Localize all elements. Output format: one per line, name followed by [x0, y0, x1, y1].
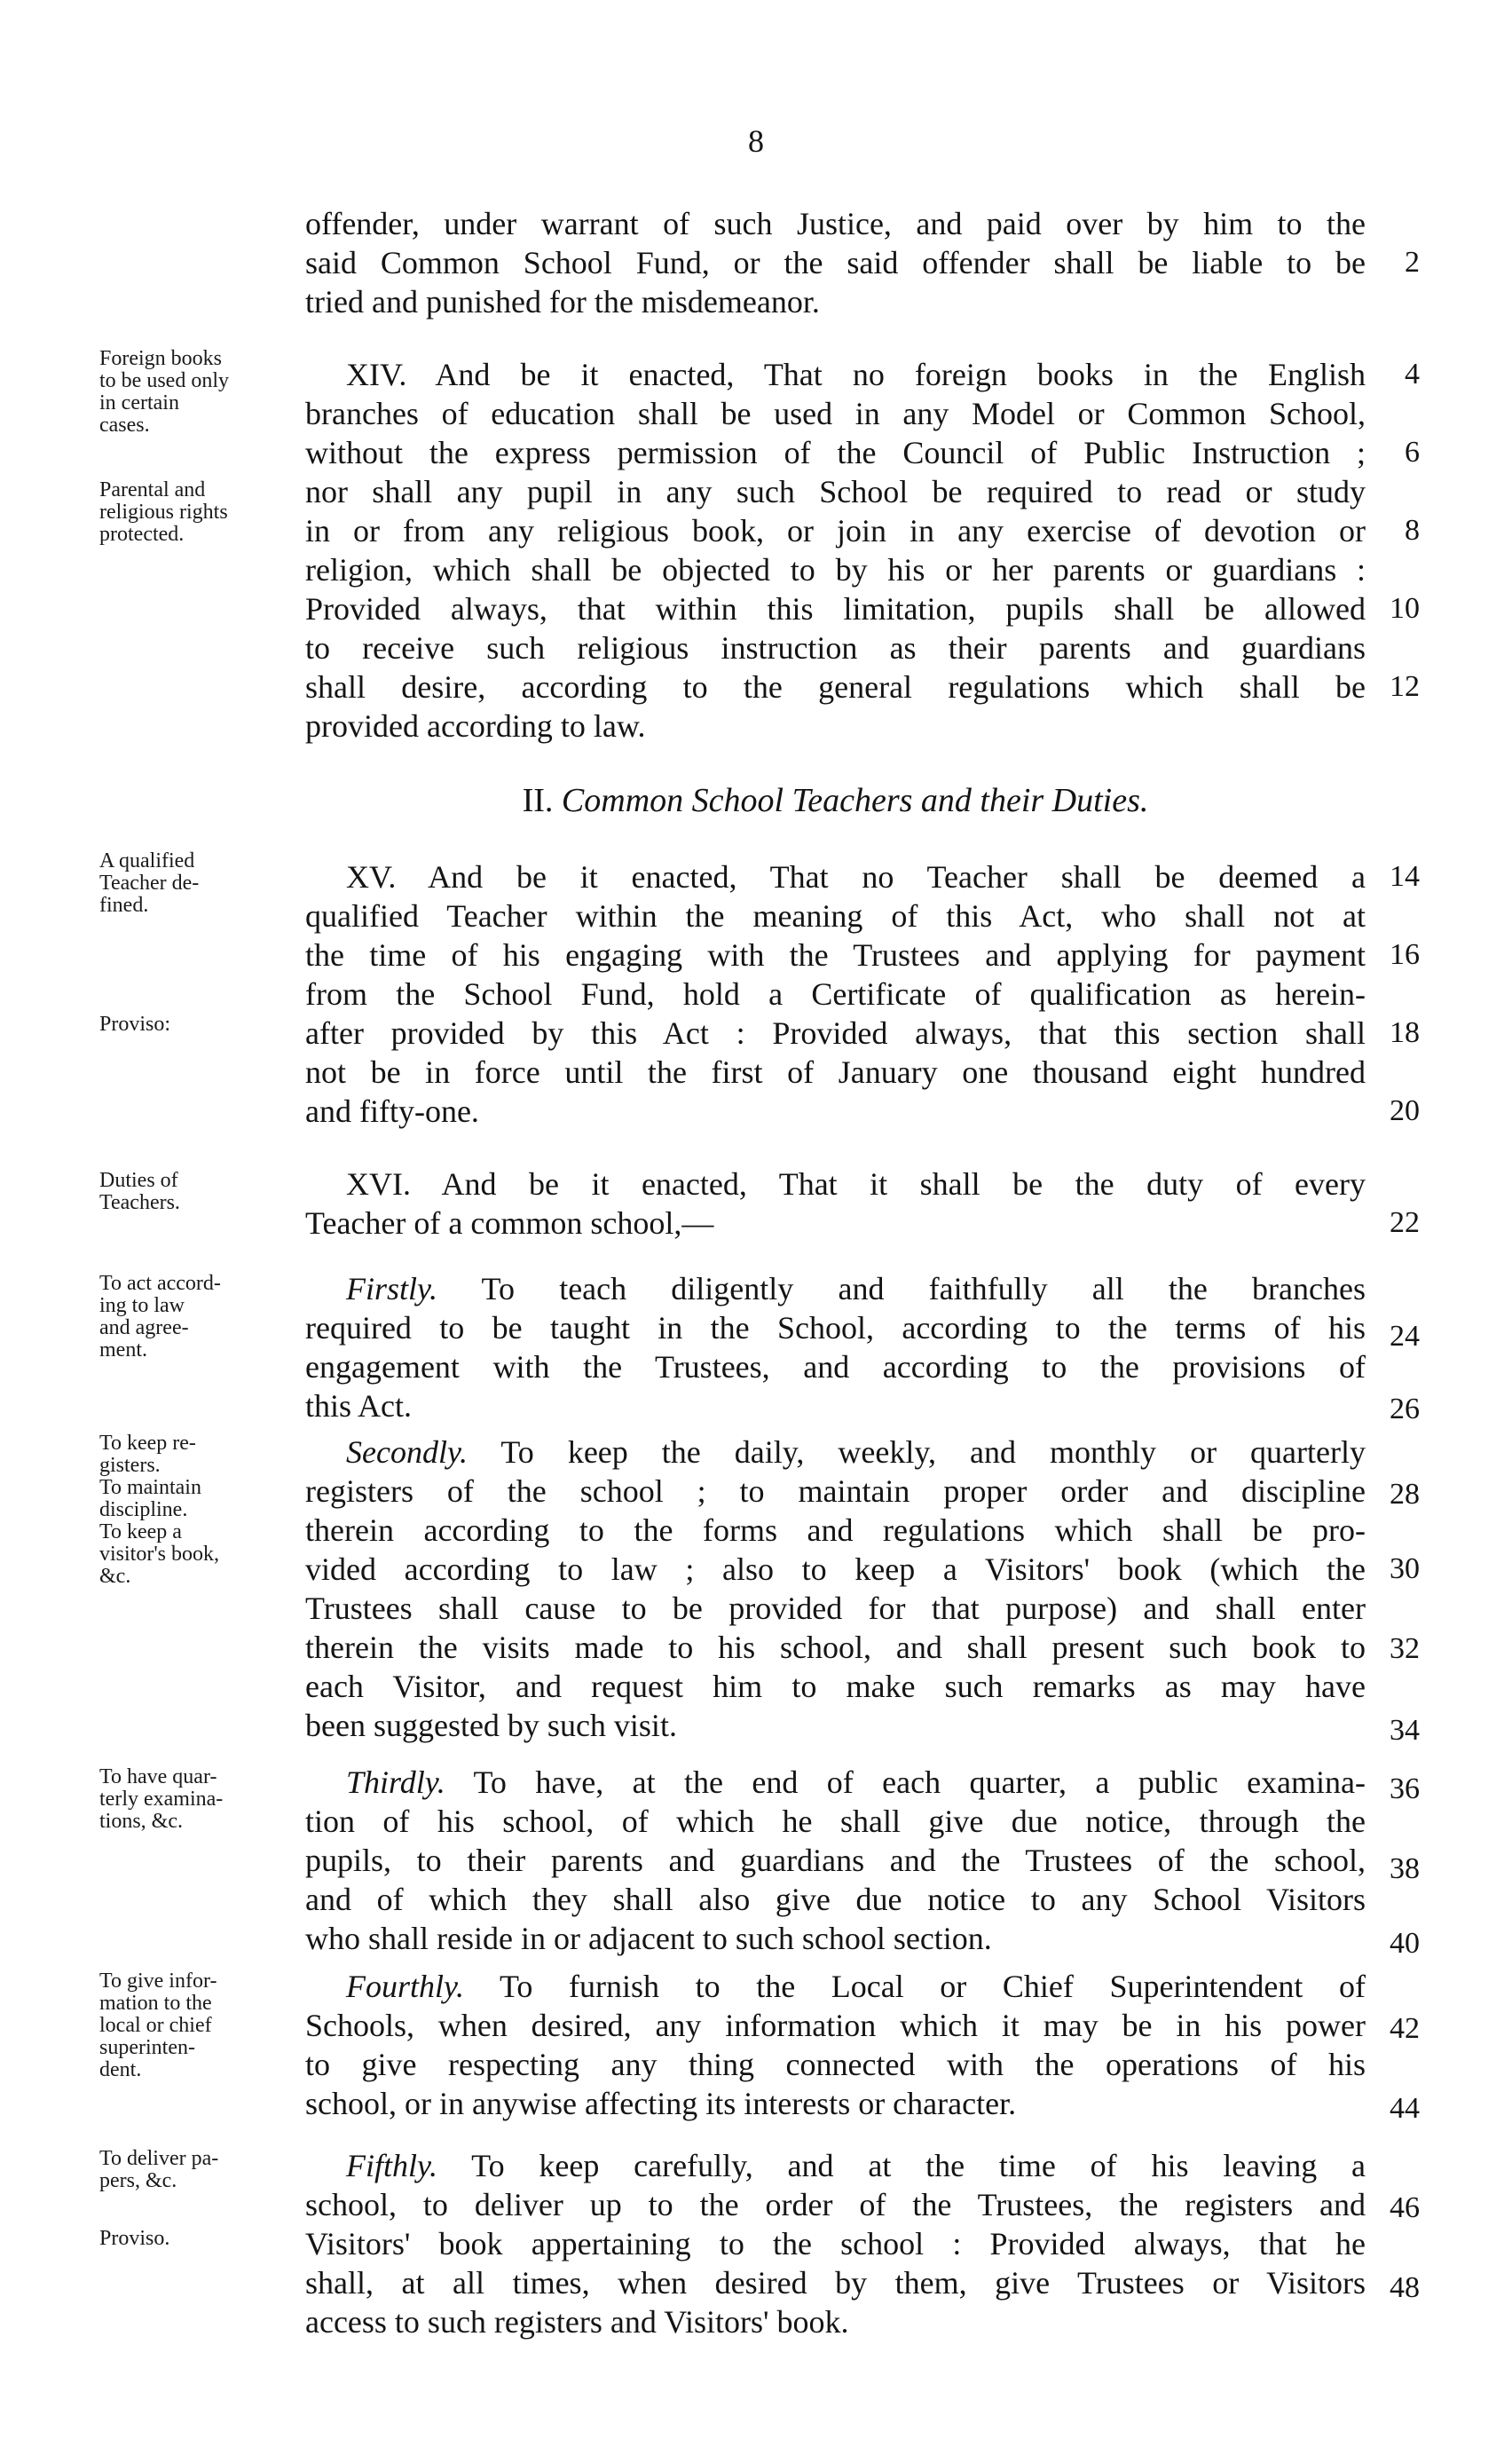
text-line: after provided by this Act : Provided always, that this section shall	[305, 1015, 1366, 1051]
text-line: in or from any religious book, or join in any exercise of devotion or	[305, 513, 1366, 549]
heading-numeral: II.	[522, 782, 554, 819]
text-line: religion, which shall be objected to by his or her parents or guardians :	[305, 552, 1366, 588]
text-line: the time of his engaging with the Trustees and applying for payment	[305, 937, 1366, 973]
text-line	[346, 1269, 1366, 1308]
clause-text: To keep carefully, and at the time of his leaving a	[471, 2148, 1366, 2183]
line-number: 16	[1390, 938, 1420, 971]
line-number: 2	[1405, 246, 1420, 279]
text-line: pupils, to their parents and guardians and the Trustees of the school,	[305, 1843, 1366, 1878]
text-line: each Visitor, and request him to make such remarks as may have	[305, 1669, 1366, 1704]
text-line	[346, 2146, 1366, 2185]
text-line: nor shall any pupil in any such School be required to read or study	[305, 474, 1366, 509]
text-line: access to such registers and Visitors' book.	[305, 2304, 849, 2340]
text-line: tried and punished for the misdemeanor.	[305, 284, 820, 320]
clause-text: To teach diligently and faithfully all the branches	[481, 1271, 1366, 1306]
line-number: 46	[1390, 2191, 1420, 2224]
line-number: 44	[1390, 2092, 1420, 2125]
line-number: 10	[1390, 592, 1420, 625]
text-line: who shall reside in or adjacent to such school section.	[305, 1921, 992, 1956]
page-number: 8	[748, 123, 764, 159]
margin-note: To deliver pa- pers, &c.	[99, 2147, 219, 2192]
line-number: 40	[1390, 1927, 1420, 1960]
margin-note: To keep re- gisters. To maintain discipline. To keep a visitor's book, &c.	[99, 1432, 219, 1588]
text-line: been suggested by such visit.	[305, 1708, 677, 1743]
margin-note: To have quar- terly examina- tions, &c.	[99, 1765, 224, 1833]
margin-note: Foreign books to be used only in certain cases.	[99, 347, 229, 437]
margin-note: Proviso.	[99, 2227, 170, 2250]
text-line: engagement with the Trustees, and according to the provisions of	[305, 1349, 1366, 1385]
clause-lead: Fourthly.	[346, 1969, 464, 2004]
clause-text: To furnish to the Local or Chief Superintendent of	[499, 1969, 1366, 2004]
margin-note: Duties of Teachers.	[99, 1169, 180, 1214]
text-line: shall, at all times, when desired by them, give Trustees or Visitors	[305, 2265, 1366, 2301]
clause-lead: Secondly.	[346, 1434, 468, 1470]
text-line: from the School Fund, hold a Certificate of qualification as herein-	[305, 976, 1366, 1012]
line-number: 22	[1390, 1206, 1420, 1239]
clause-lead: Thirdly.	[346, 1764, 445, 1800]
line-number: 34	[1390, 1714, 1420, 1747]
margin-note: Parental and religious rights protected.	[99, 478, 228, 546]
heading-title: Common School Teachers and their Duties.	[561, 782, 1149, 819]
clause-text: To keep the daily, weekly, and monthly or quarterly	[500, 1434, 1366, 1470]
margin-note: To act accord- ing to law and agree- ment.	[99, 1272, 221, 1362]
line-number: 48	[1390, 2271, 1420, 2304]
clause-lead: Firstly.	[346, 1271, 438, 1306]
line-number: 28	[1390, 1478, 1420, 1511]
text-line: to give respecting any thing connected with the operations of his	[305, 2047, 1366, 2082]
line-number: 26	[1390, 1393, 1420, 1425]
text-line: therein according to the forms and regulations which shall be pro-	[305, 1512, 1366, 1548]
line-number: 4	[1405, 358, 1420, 391]
text-line: tion of his school, of which he shall give due notice, through the	[305, 1804, 1366, 1839]
text-line: school, to deliver up to the order of the Trustees, the registers and	[305, 2187, 1366, 2222]
margin-note: A qualified Teacher de- fined.	[99, 849, 200, 917]
margin-note: To give infor- mation to the local or chief superinten- dent.	[99, 1969, 217, 2081]
text-line: Teacher of a common school,—	[305, 1205, 714, 1241]
clause-lead: Fifthly.	[346, 2148, 437, 2183]
line-number: 36	[1390, 1772, 1420, 1805]
text-line: offender, under warrant of such Justice, and paid over by him to the	[305, 206, 1366, 241]
text-line: Schools, when desired, any information which it may be in his power	[305, 2008, 1366, 2043]
text-line	[346, 1433, 1366, 1472]
text-line: registers of the school ; to maintain proper order and discipline	[305, 1473, 1366, 1509]
text-line: XIV. And be it enacted, That no foreign books in the English	[346, 357, 1366, 392]
text-line: shall desire, according to the general regulations which shall be	[305, 669, 1366, 705]
text-line: and of which they shall also give due notice to any School Visitors	[305, 1882, 1366, 1917]
line-number: 12	[1390, 670, 1420, 703]
text-line: qualified Teacher within the meaning of this Act, who shall not at	[305, 898, 1366, 934]
text-line: XV. And be it enacted, That no Teacher shall be deemed a	[346, 859, 1366, 895]
text-line: vided according to law ; also to keep a Visitors' book (which the	[305, 1551, 1366, 1587]
line-number: 18	[1390, 1016, 1420, 1049]
line-number: 6	[1405, 436, 1420, 469]
margin-note: Proviso:	[99, 1013, 171, 1036]
text-line: without the express permission of the Council of Public Instruction ;	[305, 435, 1366, 470]
line-number: 32	[1390, 1632, 1420, 1665]
text-line: Visitors' book appertaining to the school : Provided always, that he	[305, 2226, 1366, 2262]
text-line: not be in force until the first of January one thousand eight hundred	[305, 1054, 1366, 1090]
text-line: said Common School Fund, or the said offender shall be liable to be	[305, 245, 1366, 280]
text-line: school, or in anywise affecting its interests or character.	[305, 2086, 1017, 2121]
text-line: provided according to law.	[305, 708, 646, 744]
text-line: XVI. And be it enacted, That it shall be the duty of every	[346, 1166, 1366, 1202]
line-number: 8	[1405, 514, 1420, 547]
text-line: Provided always, that within this limitation, pupils shall be allowed	[305, 591, 1366, 627]
text-line: and fifty-one.	[305, 1093, 479, 1129]
text-line: required to be taught in the School, according to the terms of his	[305, 1310, 1366, 1346]
text-line: this Act.	[305, 1388, 413, 1424]
clause-text: To have, at the end of each quarter, a public examina-	[473, 1764, 1366, 1800]
line-number: 14	[1390, 860, 1420, 893]
text-line: therein the visits made to his school, and shall present such book to	[305, 1630, 1366, 1665]
line-number: 30	[1390, 1552, 1420, 1585]
line-number: 24	[1390, 1320, 1420, 1353]
text-line	[346, 1763, 1366, 1802]
line-number: 20	[1390, 1094, 1420, 1127]
text-line: Trustees shall cause to be provided for that purpose) and shall enter	[305, 1591, 1366, 1626]
line-number: 42	[1390, 2012, 1420, 2045]
text-line: to receive such religious instruction as their parents and guardians	[305, 630, 1366, 666]
text-line	[346, 1967, 1366, 2006]
section-heading	[305, 781, 1366, 820]
line-number: 38	[1390, 1852, 1420, 1885]
text-line: branches of education shall be used in any Model or Common School,	[305, 396, 1366, 431]
